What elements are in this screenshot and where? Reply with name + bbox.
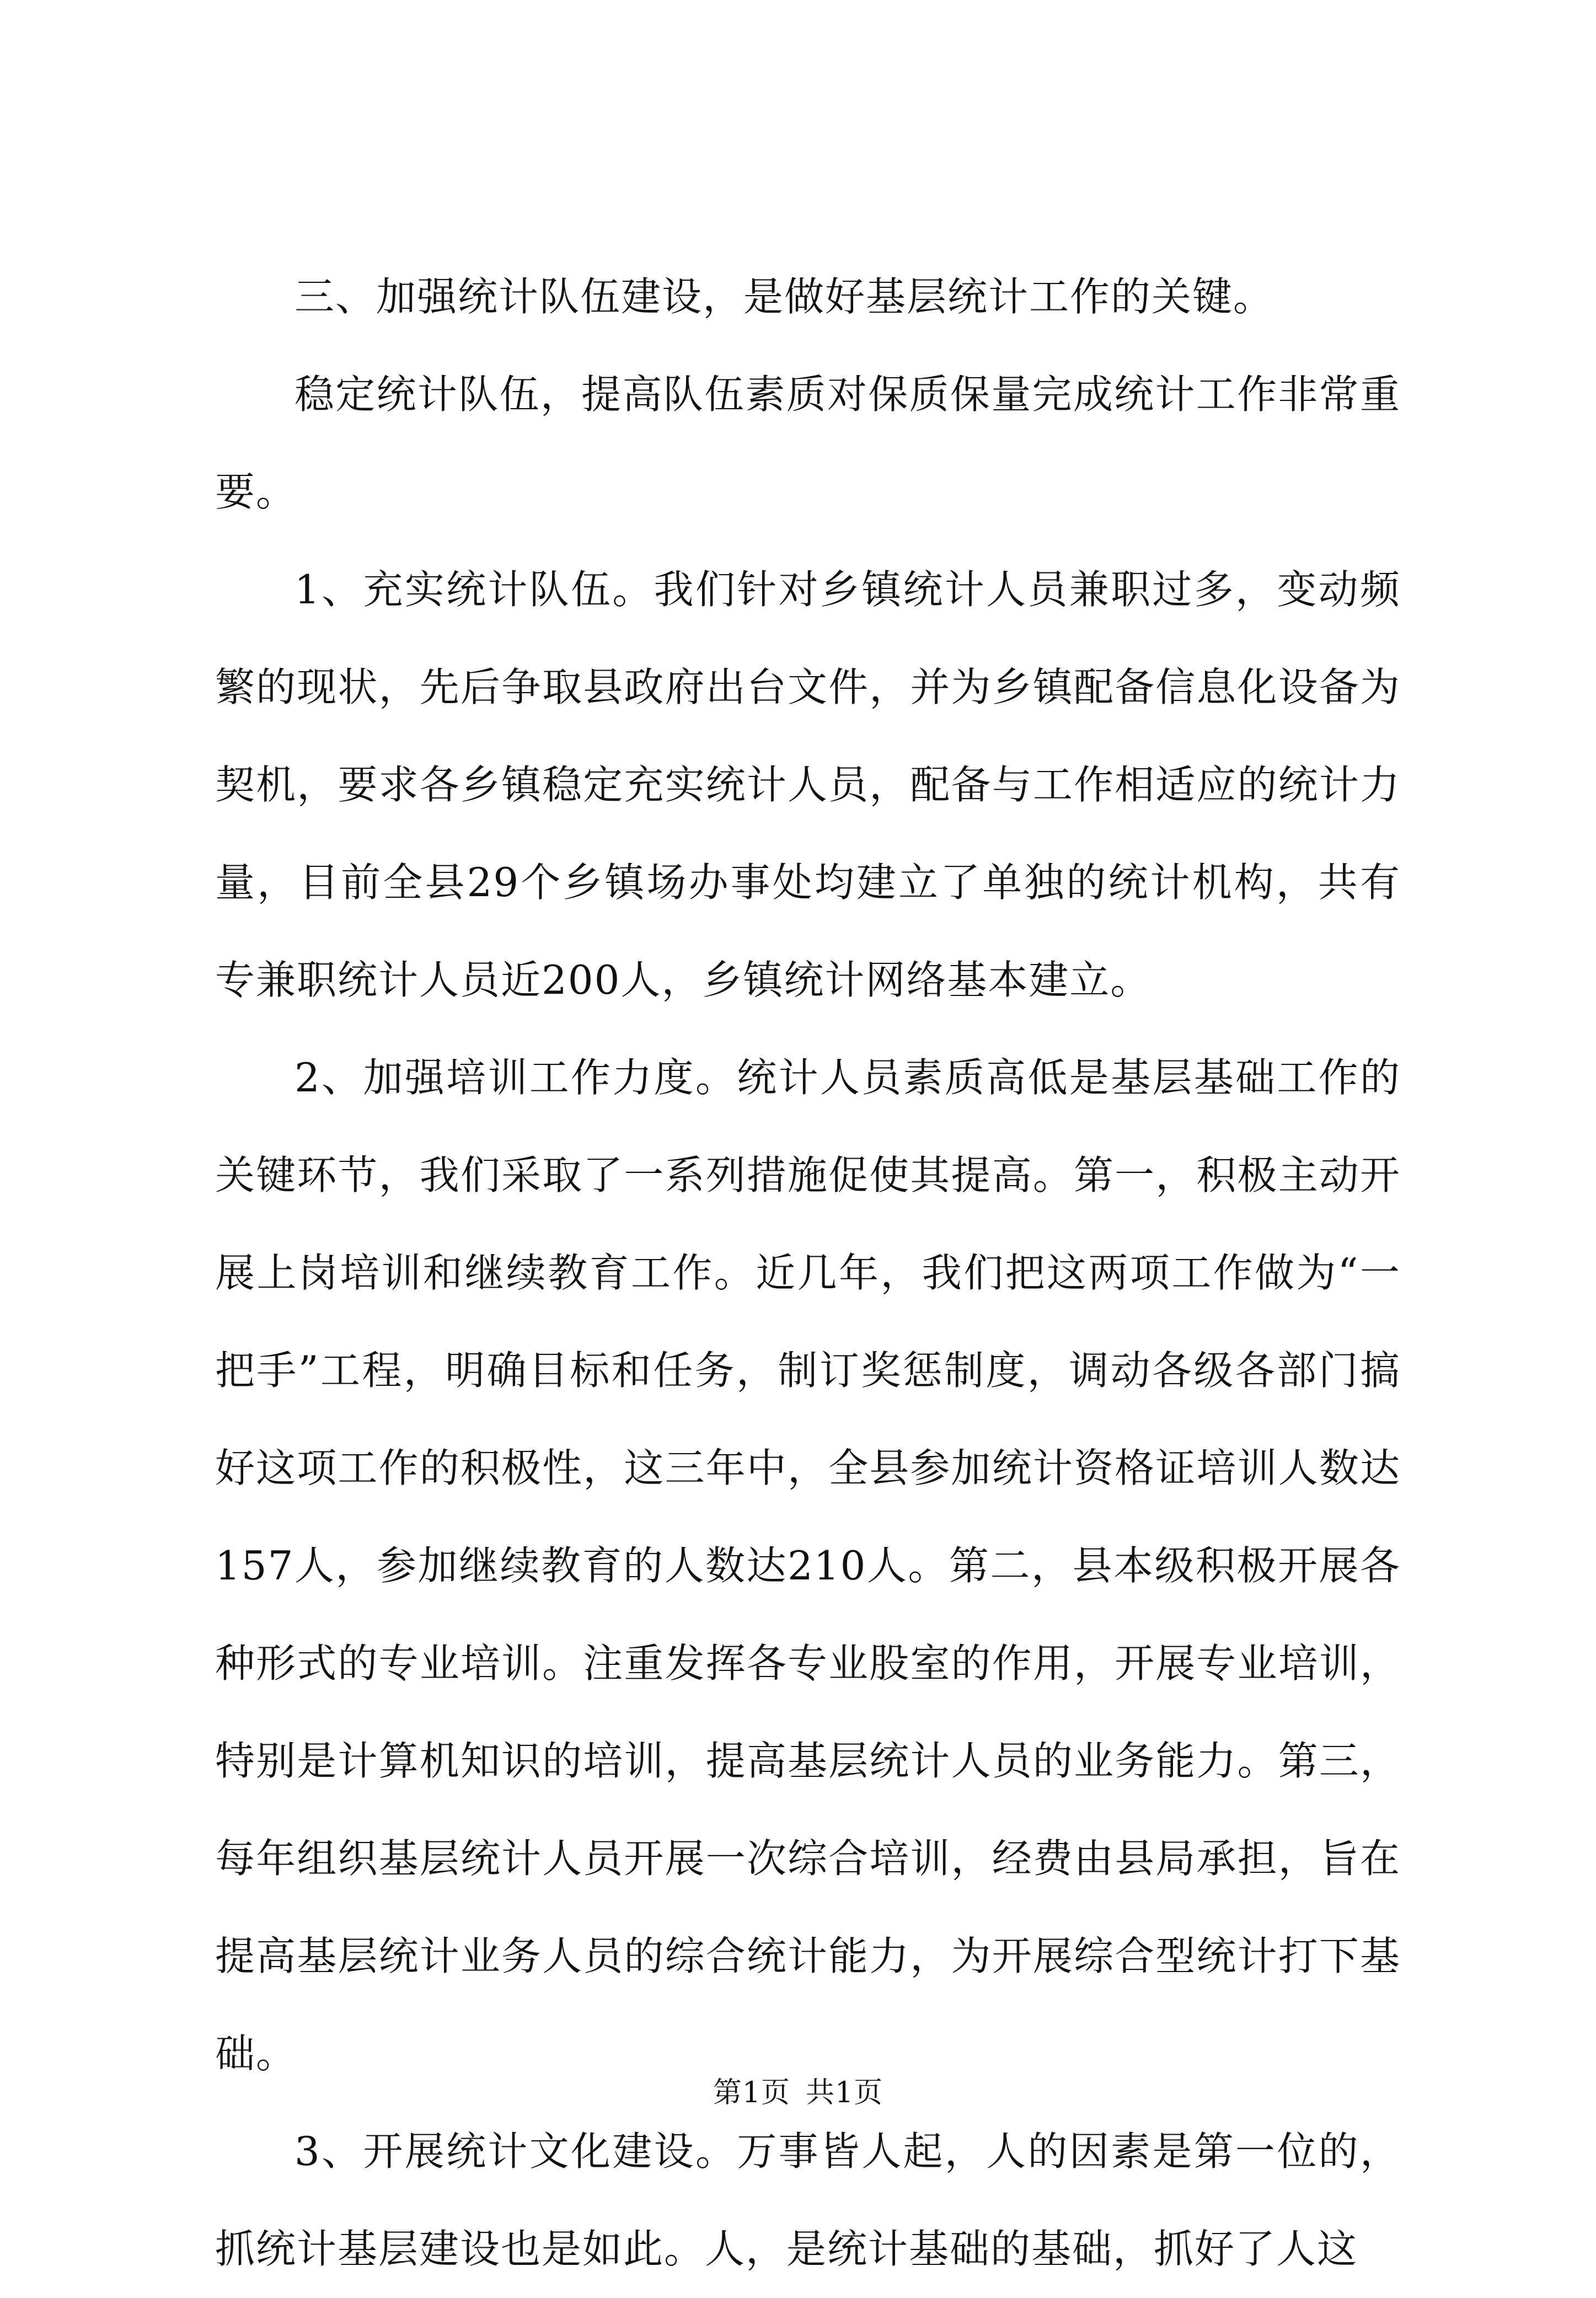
paragraph-item-3: 3、开展统计文化建设。万事皆人起，人的因素是第一位的，抓统计基层建设也是如此。人，是统计基础的基础，抓好了人这 [215,2128,1401,2272]
document-body [215,248,1401,2298]
page-footer [0,2074,1596,2112]
page-number: 第1页 [713,2076,790,2109]
paragraph-intro: 稳定统计队伍，提高队伍素质对保质保量完成统计工作非常重要。 [215,371,1401,515]
paragraph-item-1: 1、充实统计队伍。我们针对乡镇统计人员兼职过多，变动频繁的现状，先后争取县政府出台文件，并为乡镇配备信息化设备为契机，要求各乡镇稳定充实统计人员，配备与工作相适应的统计力量，目前全县29个乡镇场办事处均建立了单独的统计机构，共有专兼职统计人员近200人，乡镇统计网络基本建立。 [215,566,1401,1003]
page-total: 共1页 [806,2076,883,2109]
paragraph-section-heading: 三、加强统计队伍建设，是做好基层统计工作的关键。 [294,274,1274,320]
paragraph-item-2: 2、加强培训工作力度。统计人员素质高低是基层基础工作的关键环节，我们采取了一系列措施促使其提高。第一，积极主动开展上岗培训和继续教育工作。近几年，我们把这两项工作做为“一把手”工程，明确目标和任务，制订奖惩制度，调动各级各部门搞好这项工作的积极性，这三年中，全县参加统计资格证培训人数达157人，参加继续教育的人数达210人。第二，县本级积极开展各种形式的专业培训。注重发挥各专业股室的作用，开展专业培训，特别是计算机知识的培训，提高基层统计人员的业务能力。第三，每年组织基层统计人员开展一次综合培训，经费由县局承担，旨在提高基层统计业务人员的综合统计能力，为开展综合型统计打下基础。 [215,1054,1401,2077]
